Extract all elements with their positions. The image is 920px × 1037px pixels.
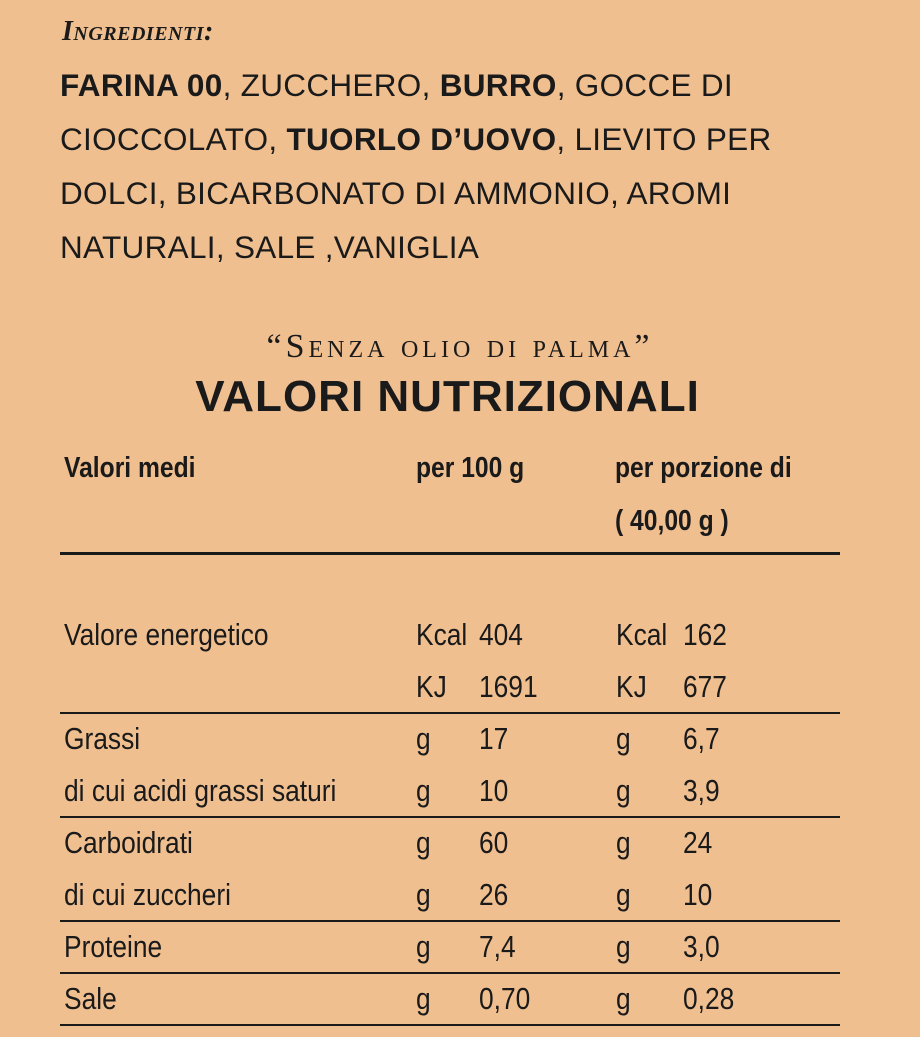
- row-value: 24: [683, 825, 713, 860]
- row-value: KJ: [616, 669, 647, 704]
- row-value: Kcal: [416, 617, 468, 652]
- row-value: 404: [479, 617, 523, 652]
- row-value: 26: [479, 877, 509, 912]
- ingredient-part: TUORLO D’UOVO: [286, 121, 557, 157]
- row-value: g: [416, 825, 431, 860]
- row-value: 162: [683, 617, 727, 652]
- ingredient-part: , ZUCCHERO,: [222, 67, 440, 103]
- row-value: g: [616, 877, 631, 912]
- row-divider: [60, 816, 840, 818]
- row-value: KJ: [416, 669, 447, 704]
- ingredients-label: Ingredienti:: [62, 16, 214, 47]
- row-value: 10: [683, 877, 713, 912]
- row-value: g: [416, 877, 431, 912]
- header-per-100g: per 100 g: [416, 452, 525, 484]
- row-value: g: [416, 981, 431, 1016]
- row-label: di cui acidi grassi saturi: [64, 773, 337, 808]
- row-value: 0,28: [683, 981, 735, 1016]
- row-value: g: [616, 825, 631, 860]
- header-per-portion: per porzione di: [615, 452, 792, 484]
- row-value: g: [416, 773, 431, 808]
- row-label: Grassi: [64, 721, 141, 756]
- ingredient-part: BURRO: [439, 67, 557, 103]
- header-portion-size: ( 40,00 g ): [615, 505, 729, 537]
- header-rule: [60, 552, 840, 555]
- row-value: 7,4: [479, 929, 516, 964]
- row-value: 10: [479, 773, 509, 808]
- row-divider: [60, 1024, 840, 1026]
- row-label: Proteine: [64, 929, 163, 964]
- ingredient-part: FARINA 00: [60, 67, 223, 103]
- row-label: Sale: [64, 981, 117, 1016]
- row-value: 0,70: [479, 981, 531, 1016]
- row-value: g: [616, 981, 631, 1016]
- row-label: Valore energetico: [64, 617, 269, 652]
- row-value: g: [616, 929, 631, 964]
- row-divider: [60, 712, 840, 714]
- row-value: 3,9: [683, 773, 720, 808]
- row-value: 60: [479, 825, 509, 860]
- palm-oil-free-note: “Senza olio di palma”: [266, 328, 654, 365]
- row-divider: [60, 920, 840, 922]
- header-valori-medi: Valori medi: [64, 452, 196, 484]
- row-value: 677: [683, 669, 727, 704]
- row-value: g: [616, 773, 631, 808]
- ingredients-text: [60, 58, 880, 274]
- nutrition-title: VALORI NUTRIZIONALI: [195, 372, 700, 421]
- row-value: 6,7: [683, 721, 720, 756]
- row-divider: [60, 972, 840, 974]
- row-value: 17: [479, 721, 509, 756]
- row-value: 1691: [479, 669, 538, 704]
- row-value: g: [616, 721, 631, 756]
- row-value: Kcal: [616, 617, 668, 652]
- row-value: g: [416, 721, 431, 756]
- row-value: 3,0: [683, 929, 720, 964]
- ingredient-part: , GOCCE DI CIOCCOLATO,: [60, 67, 733, 157]
- row-value: g: [416, 929, 431, 964]
- row-label: di cui zuccheri: [64, 877, 231, 912]
- ingredient-part: , LIEVITO PER DOLCI, BICARBONATO DI AMMONIO, AROMI NATURALI, SALE ,VANIGLIA: [60, 121, 772, 265]
- row-label: Carboidrati: [64, 825, 193, 860]
